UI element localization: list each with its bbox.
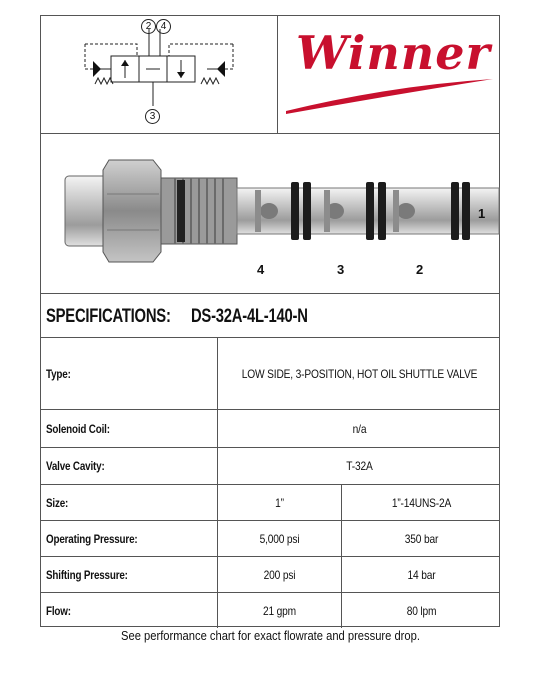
- port-number-3: 3: [337, 262, 345, 277]
- spec-sheet: [40, 15, 500, 627]
- port-number-4: 4: [257, 262, 265, 277]
- footer-note: See performance chart for exact flowrate and pressure drop.: [121, 628, 420, 643]
- specifications-heading: [46, 301, 308, 333]
- flow-value-gpm: 21 gpm: [262, 603, 296, 618]
- shifting-pressure-label: Shifting Pressure:: [46, 567, 128, 582]
- port-number-1: 1: [478, 206, 486, 221]
- shifting-pressure-bar: 14 bar: [407, 567, 436, 582]
- port-label-2: 2: [141, 19, 156, 34]
- operating-pressure-label: Operating Pressure:: [46, 531, 138, 546]
- solenoid-coil-value: n/a: [352, 421, 367, 436]
- flow-value-lpm: 80 lpm: [406, 603, 437, 618]
- operating-pressure-psi: 5,000 psi: [259, 531, 300, 546]
- solenoid-coil-label: Solenoid Coil:: [46, 421, 110, 436]
- cartridge-illustration: [41, 134, 501, 293]
- type-value: LOW SIDE, 3-POSITION, HOT OIL SHUTTLE VALVE: [241, 366, 478, 381]
- hydraulic-schematic: [41, 16, 277, 133]
- divider: [41, 293, 499, 294]
- port-label-3: 3: [145, 109, 160, 124]
- size-value-imperial: 1”: [275, 495, 284, 510]
- brand-logo-text: Winner: [296, 26, 491, 80]
- brand-logo: [278, 16, 501, 133]
- shifting-pressure-psi: 200 psi: [263, 567, 296, 582]
- divider: [217, 337, 218, 628]
- divider: [341, 484, 342, 628]
- valve-cavity-label: Valve Cavity:: [46, 459, 105, 473]
- operating-pressure-bar: 350 bar: [404, 531, 439, 546]
- specifications-label: SPECIFICATIONS:: [46, 306, 171, 327]
- port-label-4: 4: [156, 19, 171, 34]
- model-number: DS-32A-4L-140-N: [190, 306, 308, 327]
- valve-cavity-value: T-32A: [346, 459, 373, 473]
- flow-label: Flow:: [46, 603, 71, 618]
- size-value-thread: 1”-14UNS-2A: [391, 495, 452, 510]
- size-label: Size:: [46, 495, 69, 510]
- type-label: Type:: [46, 366, 71, 381]
- port-number-2: 2: [416, 262, 424, 277]
